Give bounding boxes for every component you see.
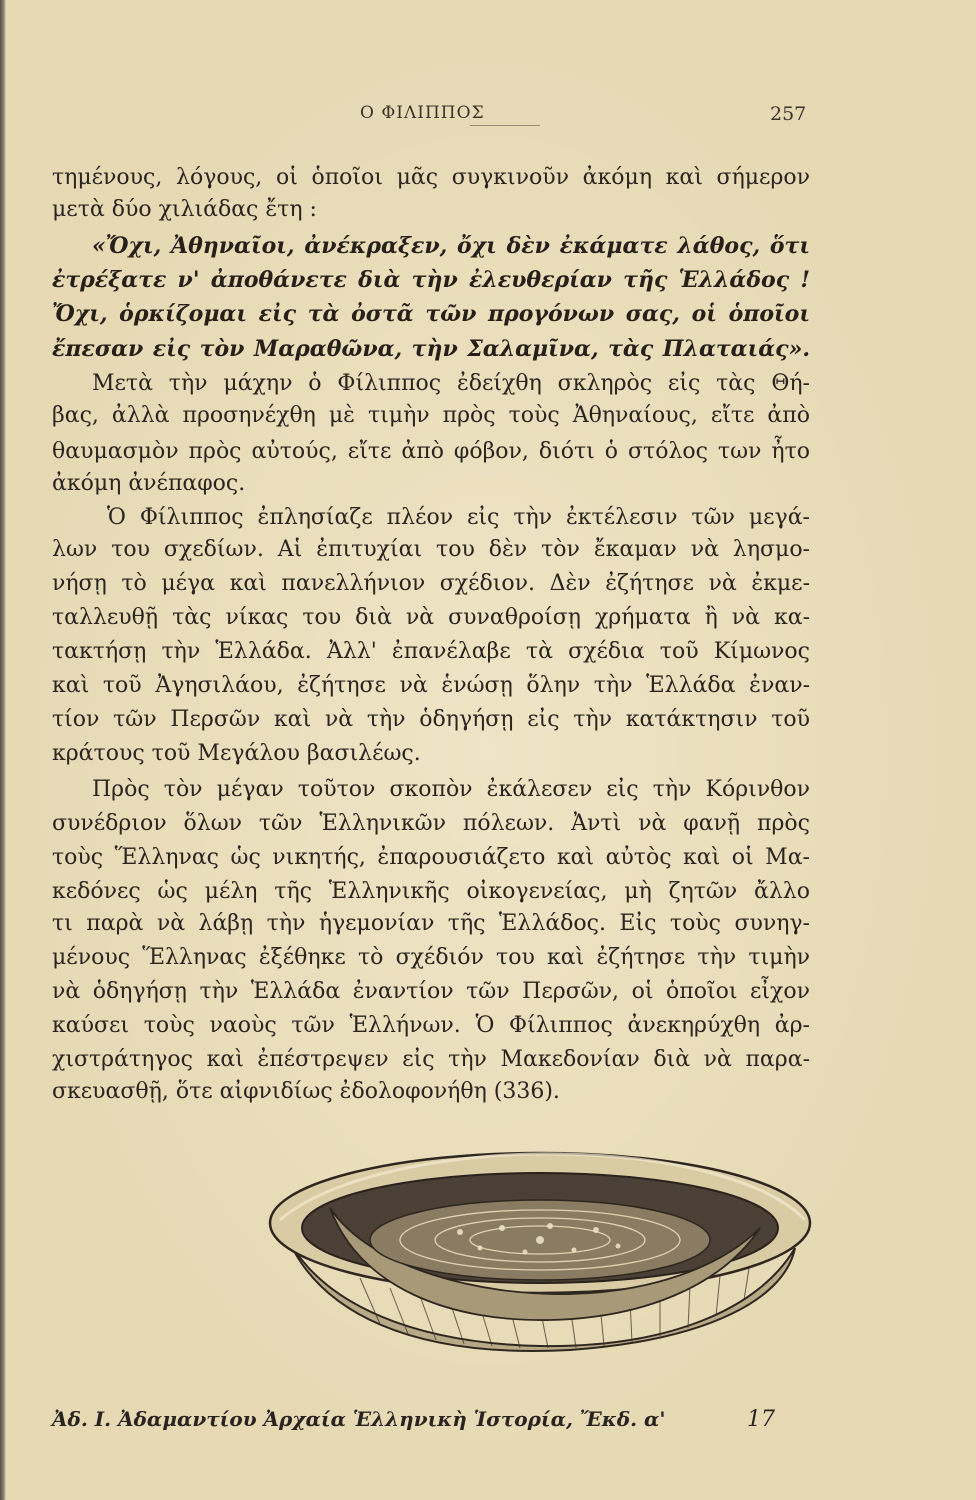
page-number: 257	[770, 103, 807, 125]
text-line: νὰ ὁδηγήσῃ τὴν Ἑλλάδα ἐναντίον τῶν Περσῶν, οἱ ὁποῖοι εἶχον	[52, 979, 810, 1004]
text-line: μετὰ δύο χιλιάδας ἔτη :	[52, 197, 317, 222]
text-line: κεδόνες ὡς μέλη τῆς Ἑλληνικῆς οἰκογενείας, μὴ ζητῶν ἄλλο	[52, 879, 810, 904]
quote-line: «Ὄχι, Ἀθηναῖοι, ἀνέκραξεν, ὄχι δὲν ἐκάματε λάθος, ὅτι	[92, 233, 810, 259]
footer-signature	[52, 1407, 782, 1437]
text-line: Ὁ Φίλιππος ἐπλησίαζε πλέον εἰς τὴν ἐκτέλεσιν τῶν μεγά-	[107, 505, 810, 530]
text-line: σκευασθῇ, ὅτε αἰφνιδίως ἐδολοφονήθη (336).	[52, 1079, 560, 1104]
text-line: λων του σχεδίων. Αἱ ἐπιτυχίαι του δὲν τὸν ἔκαμαν νὰ λησμο-	[52, 537, 810, 562]
running-title: Ο ΦΙΛΙΠΠΟΣ	[360, 103, 485, 123]
text-line: θαυμασμὸν πρὸς αὐτούς, εἴτε ἀπὸ φόβον, διότι ὁ στόλος των ἦτο	[52, 439, 810, 464]
text-line: τοὺς Ἕλληνας ὡς νικητής, ἐπαρουσιάζετο καὶ αὐτὸς καὶ οἱ Μα-	[52, 845, 810, 870]
bowl-illustration	[240, 1128, 820, 1360]
text-line: Μετὰ τὴν μάχην ὁ Φίλιππος ἐδείχθη σκληρὸς εἰς τὰς Θή-	[92, 371, 810, 396]
footer-text: Ἀδ. Ι. Ἀδαμαντίου Ἀρχαία Ἑλληνικὴ Ἱστορία, Ἔκδ. α'	[52, 1407, 666, 1431]
text-line: τίον τῶν Περσῶν καὶ νὰ τὴν ὁδηγήσῃ εἰς τὴν κατάκτησιν τοῦ	[52, 707, 810, 732]
page-binding-edge	[0, 0, 6, 1500]
text-line: συνέδριον ὅλων τῶν Ἑλληνικῶν πόλεων. Ἀντὶ νὰ φανῇ πρὸς	[52, 811, 810, 836]
text-line: νήσῃ τὸ μέγα καὶ πανελλήνιον σχέδιον. Δὲν ἐζήτησε νὰ ἐκμε-	[52, 571, 810, 596]
quote-line: ἔπεσαν εἰς τὸν Μαραθῶνα, τὴν Σαλαμῖνα, τὰς Πλαταιάς».	[52, 336, 810, 362]
text-line: χιστράτηγος καὶ ἐπέστρεψεν εἰς τὴν Μακεδονίαν διὰ νὰ παρα-	[52, 1047, 810, 1072]
text-line: καὶ τοῦ Ἀγησιλάου, ἐζήτησε νὰ ἑνώσῃ ὅλην τὴν Ἑλλάδα ἐναν-	[52, 673, 810, 698]
text-line: τακτήσῃ τὴν Ἑλλάδα. Ἀλλ' ἐπανέλαβε τὰ σχέδια τοῦ Κίμωνος	[52, 639, 810, 664]
body-text	[52, 163, 812, 1123]
text-line: ἀκόμη ἀνέπαφος.	[52, 471, 246, 496]
quote-line: ἐτρέξατε ν' ἀποθάνετε διὰ τὴν ἐλευθερίαν τῆς Ἑλλάδος !	[52, 267, 810, 293]
text-line: κράτους τοῦ Μεγάλου βασιλέως.	[52, 741, 421, 766]
sheet-number: 17	[747, 1407, 775, 1432]
text-line: μένους Ἕλληνας ἐξέθηκε τὸ σχέδιόν του καὶ ἐζήτησε τὴν τιμὴν	[52, 945, 810, 970]
text-line: ταλλευθῇ τὰς νίκας του διὰ νὰ συναθροίσῃ χρήματα ἢ νὰ κα-	[52, 605, 810, 630]
text-line: βας, ἀλλὰ προσηνέχθη μὲ τιμὴν πρὸς τοὺς Ἀθηναίους, εἴτε ἀπὸ	[52, 403, 810, 428]
text-line: τι παρὰ νὰ λάβῃ τὴν ἡγεμονίαν τῆς Ἑλλάδος. Εἰς τοὺς συνηγ-	[52, 911, 810, 936]
text-line: Πρὸς τὸν μέγαν τοῦτον σκοπὸν ἐκάλεσεν εἰς τὴν Κόρινθον	[92, 777, 810, 802]
quote-line: Ὄχι, ὁρκίζομαι εἰς τὰ ὀστᾶ τῶν προγόνων σας, οἱ ὁποῖοι	[52, 301, 810, 327]
text-line: τημένους, λόγους, οἱ ὁποῖοι μᾶς συγκινοῦν ἀκόμη καὶ σήμερον	[52, 165, 810, 190]
text-line: καύσει τοὺς ναοὺς τῶν Ἑλλήνων. Ὁ Φίλιππος ἀνεκηρύχθη ἀρ-	[52, 1013, 810, 1038]
header-rule	[470, 125, 540, 126]
